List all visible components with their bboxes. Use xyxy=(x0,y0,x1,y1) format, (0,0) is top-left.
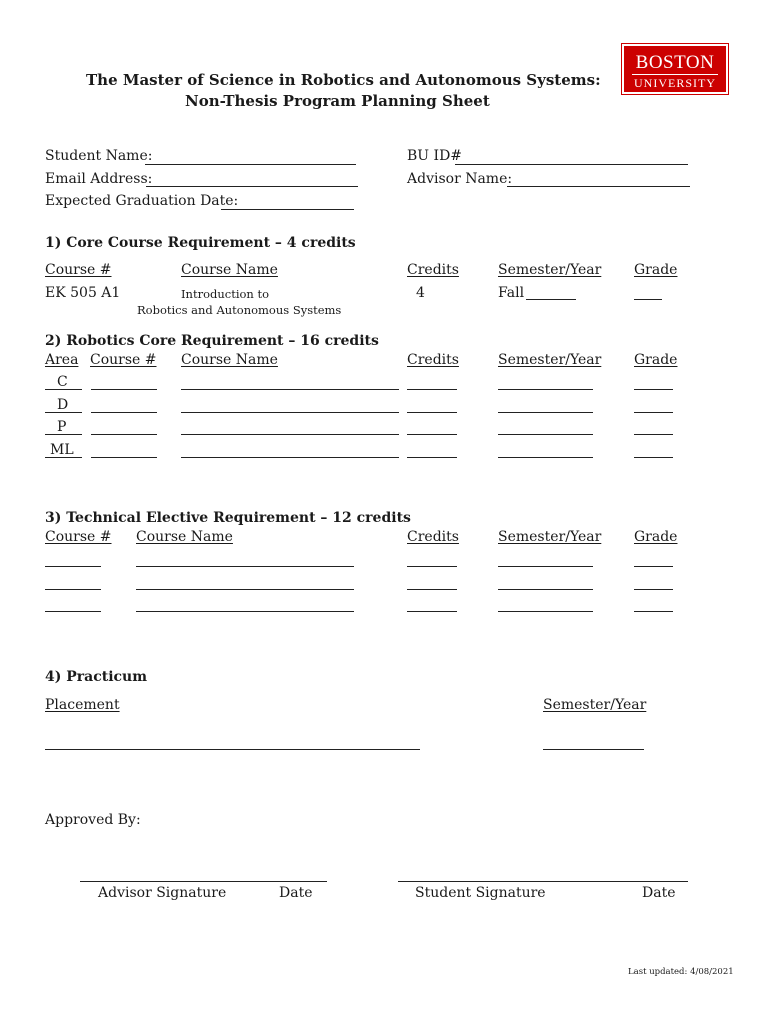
grad-date-field[interactable] xyxy=(221,209,354,210)
s2-grade-field[interactable] xyxy=(634,389,673,390)
s2-semester-field[interactable] xyxy=(498,457,593,458)
s3-credits-field[interactable] xyxy=(407,611,457,612)
email-label: Email Address: xyxy=(45,171,153,187)
s3-course-field[interactable] xyxy=(45,611,101,612)
boston-university-logo xyxy=(622,44,728,94)
s2-name-field[interactable] xyxy=(181,457,399,458)
title-line-2: Non-Thesis Program Planning Sheet xyxy=(185,92,490,110)
s3-semester-field[interactable] xyxy=(498,589,593,590)
s2-col-name: Course Name xyxy=(181,352,278,368)
s3-grade-field[interactable] xyxy=(634,566,673,567)
s2-col-course: Course # xyxy=(90,352,157,368)
section3-heading: 3) Technical Elective Requirement – 12 credits xyxy=(45,510,411,526)
s3-grade-field[interactable] xyxy=(634,589,673,590)
s2-course-field[interactable] xyxy=(91,412,157,413)
s1-col-credits: Credits xyxy=(407,262,459,278)
s3-course-field[interactable] xyxy=(45,589,101,590)
s2-area-underline xyxy=(45,412,82,413)
s2-grade-field[interactable] xyxy=(634,457,673,458)
advisor-name-label: Advisor Name: xyxy=(407,171,513,187)
s1-course-name-line1: Introduction to xyxy=(181,287,270,301)
student-signature-line[interactable] xyxy=(398,881,688,882)
logo-rule xyxy=(632,74,718,75)
s2-area-underline xyxy=(45,434,82,435)
s1-semester-value: Fall xyxy=(498,285,525,301)
s4-col-placement: Placement xyxy=(45,697,120,713)
s2-credits-field[interactable] xyxy=(407,434,457,435)
approved-by-label: Approved By: xyxy=(45,812,141,828)
s3-name-field[interactable] xyxy=(136,611,354,612)
s2-course-field[interactable] xyxy=(91,434,157,435)
s2-semester-field[interactable] xyxy=(498,434,593,435)
s2-grade-field[interactable] xyxy=(634,412,673,413)
last-updated: Last updated: 4/08/2021 xyxy=(628,967,734,977)
s3-col-name: Course Name xyxy=(136,529,233,545)
s3-name-field[interactable] xyxy=(136,589,354,590)
s2-semester-field[interactable] xyxy=(498,389,593,390)
s1-credits-value: 4 xyxy=(416,285,425,301)
section1-heading: 1) Core Course Requirement – 4 credits xyxy=(45,235,356,251)
title-line-1: The Master of Science in Robotics and Autonomous Systems: xyxy=(86,71,601,89)
advisor-signature-line[interactable] xyxy=(80,881,327,882)
s1-course-name-line2: Robotics and Autonomous Systems xyxy=(137,303,342,317)
s2-name-field[interactable] xyxy=(181,434,399,435)
s3-col-course: Course # xyxy=(45,529,112,545)
student-name-field[interactable] xyxy=(145,164,356,165)
s1-course-number: EK 505 A1 xyxy=(45,285,121,301)
s2-col-area: Area xyxy=(45,352,79,368)
s3-name-field[interactable] xyxy=(136,566,354,567)
s2-name-field[interactable] xyxy=(181,389,399,390)
student-signature-label: Student Signature xyxy=(415,885,546,901)
logo-line-1: BOSTON xyxy=(635,52,715,73)
s2-credits-field[interactable] xyxy=(407,389,457,390)
advisor-name-field[interactable] xyxy=(507,186,690,187)
placement-field[interactable] xyxy=(45,749,420,750)
s2-course-field[interactable] xyxy=(91,457,157,458)
section2-heading: 2) Robotics Core Requirement – 16 credits xyxy=(45,333,379,349)
section4-heading: 4) Practicum xyxy=(45,669,148,685)
s2-area-underline xyxy=(45,457,82,458)
s3-col-credits: Credits xyxy=(407,529,459,545)
s3-credits-field[interactable] xyxy=(407,589,457,590)
s2-area-ml: ML xyxy=(50,442,74,458)
s2-grade-field[interactable] xyxy=(634,434,673,435)
s3-col-grade: Grade xyxy=(634,529,678,545)
student-date-label: Date xyxy=(642,885,676,901)
grad-date-label: Expected Graduation Date: xyxy=(45,193,239,209)
s3-grade-field[interactable] xyxy=(634,611,673,612)
bu-id-field[interactable] xyxy=(455,164,688,165)
practicum-semester-field[interactable] xyxy=(543,749,644,750)
s1-col-semester: Semester/Year xyxy=(498,262,602,278)
bu-id-label: BU ID# xyxy=(407,148,463,164)
s3-semester-field[interactable] xyxy=(498,611,593,612)
s3-course-field[interactable] xyxy=(45,566,101,567)
s2-course-field[interactable] xyxy=(91,389,157,390)
email-field[interactable] xyxy=(146,186,358,187)
s1-col-name: Course Name xyxy=(181,262,278,278)
s1-col-grade: Grade xyxy=(634,262,678,278)
s2-col-semester: Semester/Year xyxy=(498,352,602,368)
s4-col-semester: Semester/Year xyxy=(543,697,647,713)
s2-area-c: C xyxy=(57,374,68,390)
s3-semester-field[interactable] xyxy=(498,566,593,567)
s1-grade-field[interactable] xyxy=(634,299,662,300)
student-name-label: Student Name: xyxy=(45,148,153,164)
s1-year-field[interactable] xyxy=(526,299,576,300)
s1-col-course: Course # xyxy=(45,262,112,278)
s2-col-credits: Credits xyxy=(407,352,459,368)
s3-credits-field[interactable] xyxy=(407,566,457,567)
advisor-date-label: Date xyxy=(279,885,313,901)
s2-credits-field[interactable] xyxy=(407,457,457,458)
advisor-signature-label: Advisor Signature xyxy=(98,885,227,901)
s2-col-grade: Grade xyxy=(634,352,678,368)
logo-line-2: UNIVERSITY xyxy=(634,76,716,90)
s2-area-underline xyxy=(45,389,82,390)
s2-name-field[interactable] xyxy=(181,412,399,413)
s2-semester-field[interactable] xyxy=(498,412,593,413)
s3-col-semester: Semester/Year xyxy=(498,529,602,545)
s2-credits-field[interactable] xyxy=(407,412,457,413)
s2-area-p: P xyxy=(57,419,67,435)
s2-area-d: D xyxy=(57,397,69,413)
